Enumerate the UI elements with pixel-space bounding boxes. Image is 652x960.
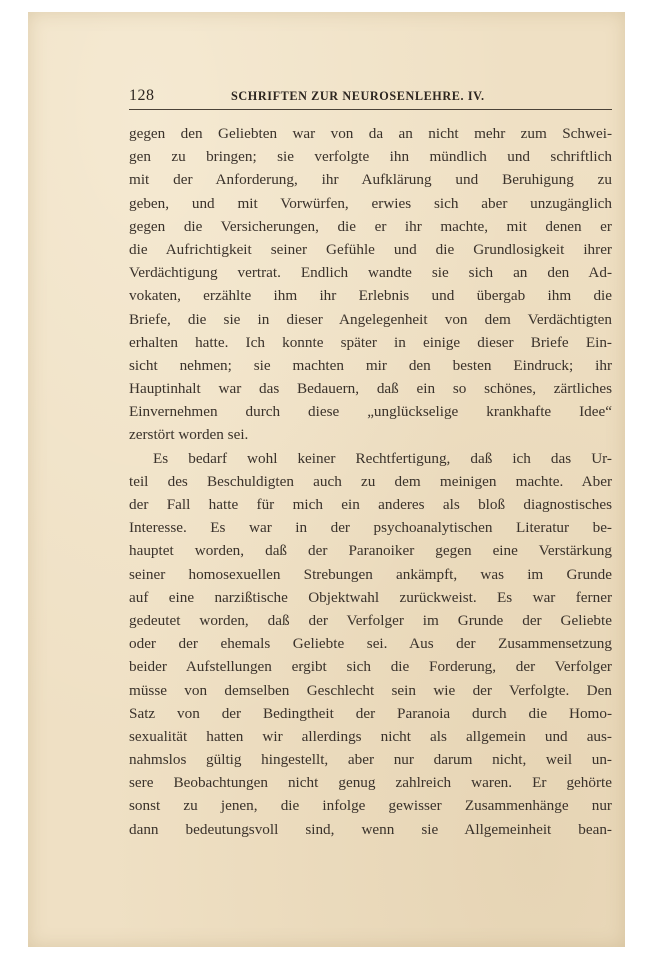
text-line: beider Aufstellungen ergibt sich die Forderung, der Verfolger xyxy=(129,658,612,676)
text-line: gegen den Geliebten war von da an nicht mehr zum Schwei- xyxy=(129,125,612,142)
body-text xyxy=(129,122,612,841)
text-line: oder der ehemals Geliebte sei. Aus der Zusammensetzung xyxy=(129,635,612,653)
text-line: sicht nehmen; sie machten mir den besten Eindruck; ihr xyxy=(129,356,612,374)
text-line: Verdächtigung vertrat. Endlich wandte sie sich an den Ad- xyxy=(129,264,612,282)
text-line: sonst zu jenen, die infolge gewisser Zusammenhänge nur xyxy=(129,797,612,815)
text-line: vokaten, erzählte ihm ihr Erlebnis und übergab ihm die xyxy=(129,287,612,305)
text-line: Satz von der Bedingtheit der Paranoia durch die Homo- xyxy=(129,704,612,722)
text-line: seiner homosexuellen Strebungen ankämpft, was im Grunde xyxy=(129,565,612,583)
page-number: 128 xyxy=(129,87,155,104)
text-line: Hauptinhalt war das Bedauern, daß ein so schönes, zärtliches xyxy=(129,380,612,398)
paragraph-start-line: Es bedarf wohl keiner Rechtfertigung, daß ich das Ur- xyxy=(153,449,612,467)
text-line: gedeutet worden, daß der Verfolger im Grunde der Geliebte xyxy=(129,611,612,629)
text-line: hauptet worden, daß der Paranoiker gegen eine Verstärkung xyxy=(129,542,612,560)
text-line: müsse von demselben Geschlecht sein wie der Verfolgte. Den xyxy=(129,681,612,699)
text-line: erhalten hatte. Ich konnte später in einige dieser Briefe Ein- xyxy=(129,333,612,351)
text-line: der Fall hatte für mich ein anderes als bloß diagnostisches xyxy=(129,496,612,513)
text-line: nahmslos gültig hingestellt, aber nur darum nicht, weil un- xyxy=(129,751,612,769)
text-line: Briefe, die sie in dieser Angelegenheit von dem Verdächtigten xyxy=(129,310,612,328)
running-head: SCHRIFTEN ZUR NEUROSENLEHRE. IV. xyxy=(231,89,485,103)
text-line: auf eine narzißtische Objektwahl zurückweist. Es war ferner xyxy=(129,588,612,606)
text-line: Einvernehmen durch diese „unglückselige krankhafte Idee“ xyxy=(129,403,612,421)
text-line: sexualität hatten wir allerdings nicht als allgemein und aus- xyxy=(129,727,612,745)
text-line: Interesse. Es war in der psychoanalytischen Literatur be- xyxy=(129,519,612,537)
text-line: zerstört worden sei. xyxy=(129,426,249,444)
page-header xyxy=(129,85,612,110)
text-line: dann bedeutungsvoll sind, wenn sie Allgemeinheit bean- xyxy=(129,820,612,838)
text-line: die Aufrichtigkeit seiner Gefühle und die Grundlosigkeit ihrer xyxy=(129,240,612,258)
text-line: geben, und mit Vorwürfen, erwies sich aber unzugänglich xyxy=(129,194,612,212)
text-line: mit der Anforderung, ihr Aufklärung und Beruhigung zu xyxy=(129,171,612,189)
text-line: sere Beobachtungen nicht genug zahlreich waren. Er gehörte xyxy=(129,774,612,792)
text-line: gegen die Versicherungen, die er ihr machte, mit denen er xyxy=(129,217,612,235)
text-line: teil des Beschuldigten auch zu dem meinigen machte. Aber xyxy=(129,472,612,490)
text-line: gen zu bringen; sie verfolgte ihn mündlich und schriftlich xyxy=(129,148,612,166)
